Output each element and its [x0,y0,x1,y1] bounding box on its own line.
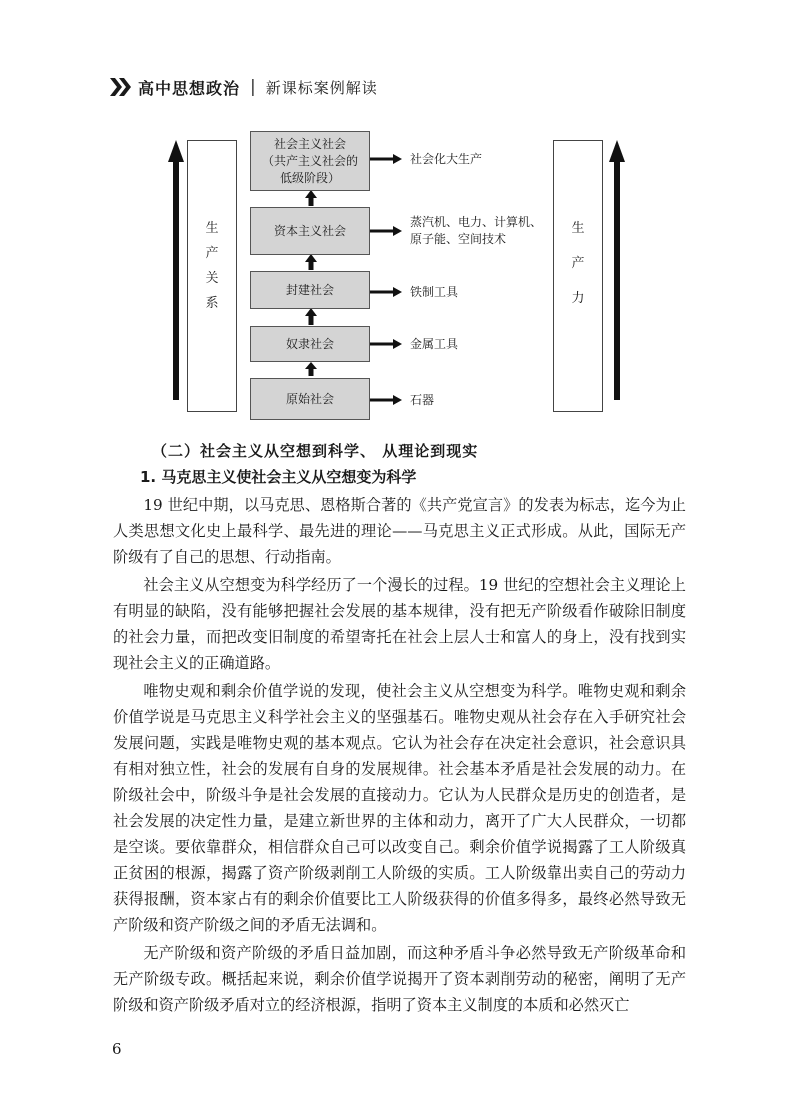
tool-metal: 金属工具 [410,337,459,351]
productive-forces-label: 生 产 力 [571,221,585,306]
right-arrow-1 [393,154,402,164]
tool-iron: 铁制工具 [410,285,459,299]
stage-primitive: 原始社会 [250,378,370,420]
body-text [113,492,686,1020]
up-arrow-4 [305,190,317,198]
up-arrow-2 [305,308,317,316]
stage-capitalism: 资本主义社会 [250,207,370,255]
up-arrow-3 [305,254,317,262]
production-relations-label: 生 产 关 系 [205,221,219,311]
section-heading: （二）社会主义从空想到科学、 从理论到现实 [152,442,479,460]
paragraph: 社会主义从空想变为科学经历了一个漫长的过程。19 世纪的空想社会主义理论上有明显的缺陷，没有能够把握社会发展的基本规律，没有把无产阶级看作破除旧制度的社会力量，而把改变旧制度的希望寄托在社会上层人士和富人的身上，没有找到实现社会主义的正确道路。 [113,576,686,672]
stage-feudalism: 封建社会 [250,271,370,309]
tool-stone: 石器 [410,393,435,407]
header-separator: | [250,77,256,97]
left-up-arrow-head [168,140,184,162]
paragraph: 19 世纪中期，以马克思、恩格斯合著的《共产党宣言》的发表为标志，迄今为止人类思想文化史上最科学、最先进的理论——马克思主义正式形成。从此，国际无产阶级有了自己的思想、行动指南。 [113,496,686,566]
stage-socialism: 社会主义社会 （共产主义社会的 低级阶段） [250,131,370,191]
up-arrow-1 [305,362,317,369]
right-arrow-3 [393,287,402,297]
tool-socialized-production: 社会化大生产 [410,152,483,166]
book-subtitle: 新课标案例解读 [265,78,378,97]
right-arrow-4 [393,339,402,349]
right-arrow-5 [393,395,402,405]
paragraph: 唯物史观和剩余价值学说的发现，使社会主义从空想变为科学。唯物史观和剩余价值学说是马克思主义科学社会主义的坚强基石。唯物史观从社会存在入手研究社会发展问题，实践是唯物史观的基本观点。它认为社会存在决定社会意识，社会意识具有相对独立性，社会的发展有自身的发展规律。社会基本矛盾是社会发展的动力。在阶级社会中，阶级斗争是社会发展的直接动力。它认为人民群众是历史的创造者，是社会发展的决定性力量，是建立新世界的主体和动力，离开了广大人民群众，一切都是空谈。要依靠群众，相信群众自己可以改变自己。剩余价值学说揭露了工人阶级真正贫困的根源，揭露了资产阶级剥削工人阶级的实质。工人阶级靠出卖自己的劳动力获得报酬，资本家占有的剩余价值要比工人阶级获得的价值多得多，最终必然导致无产阶级和资产阶级之间的矛盾无法调和。 [113,682,686,934]
diagram-arrows [0,0,800,430]
subsection-heading: 1. 马克思主义使社会主义从空想变为科学 [140,468,417,486]
page-number: 6 [112,1040,122,1058]
stage-slavery: 奴隶社会 [250,326,370,362]
paragraph: 无产阶级和资产阶级的矛盾日益加剧，而这种矛盾斗争必然导致无产阶级革命和无产阶级专政。概括起来说，剩余价值学说揭开了资本剥削劳动的秘密，阐明了无产阶级和资产阶级矛盾对立的经济根源，指明了资本主义制度的本质和必然灭亡 [113,944,686,1014]
right-up-arrow-head [609,140,625,162]
social-development-diagram [0,0,800,430]
tool-modern-tech: 蒸汽机、电力、计算机、 原子能、空间技术 [410,215,543,246]
book-title: 高中思想政治 [138,78,241,98]
right-arrow-2 [393,226,402,236]
